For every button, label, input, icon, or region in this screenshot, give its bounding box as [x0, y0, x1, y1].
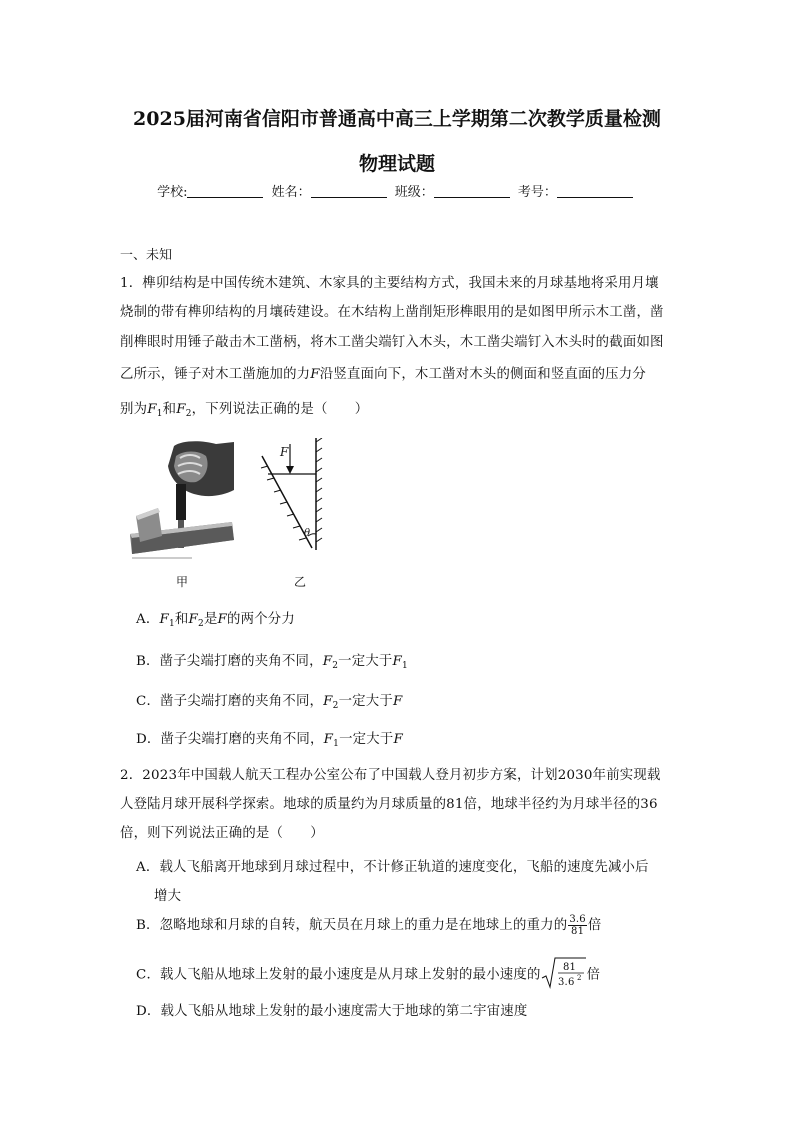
name-label: 姓名：: [271, 185, 311, 200]
sqrt-exponent: 2: [576, 974, 582, 982]
q2-option-d[interactable]: D．载人飞船从地球上发射的最小速度需大于地球的第二宇宙速度: [136, 1004, 528, 1019]
q2-line-1: 2．2023年中国载人航天工程办公室公布了中国载人登月初步方案，计划2030年前实现载: [120, 768, 661, 783]
school-blank[interactable]: [187, 184, 263, 198]
q2-line-3: 倍，则下列说法正确的是（ ）: [120, 826, 324, 841]
exam-number-label: 考号：: [517, 185, 557, 200]
class-label: 班级：: [394, 185, 434, 200]
fig-angle-label: θ: [304, 528, 311, 539]
q1-line-5: 别为$F_1$和$F_2$，下列说法正确的是（ ）: [120, 402, 369, 419]
q2-option-b[interactable]: B．忽略地球和月球的自转，航天员在月球上的重力是在地球上的重力的 $\frac{3.6}{81}$ 倍: [136, 914, 602, 937]
chisel-figure: [122, 438, 332, 590]
sqrt-numerator: 81: [562, 962, 576, 973]
name-blank[interactable]: [311, 184, 387, 198]
student-info-row: [0, 181, 794, 200]
school-label: 学校:: [157, 185, 188, 200]
fraction-3-6-over-81: $\frac{3.6}{81}$: [569, 914, 586, 937]
sqrt-expression: [541, 956, 587, 994]
sqrt-denominator: 3.6: [557, 977, 575, 988]
chisel-photo: [122, 438, 238, 562]
q1-line-3: 削榫眼时用锤子敲击木工凿柄，将木工凿尖端钉入木头，木工凿尖端钉入木头时的截面如图: [120, 335, 664, 350]
q2-line-2: 人登陆月球开展科学探索。地球的质量约为月球质量的81倍，地球半径约为月球半径的36: [120, 797, 658, 812]
section-heading: 一、未知: [120, 248, 173, 263]
q1-option-c[interactable]: C．凿子尖端打磨的夹角不同，$F_2$一定大于F: [136, 694, 403, 711]
chisel-cross-section: [261, 438, 322, 550]
q2-option-a[interactable]: A．载人飞船离开地球到月球过程中，不计修正轨道的速度变化，飞船的速度先减小后: [136, 860, 649, 875]
exam-number-blank[interactable]: [557, 184, 633, 198]
q1-line-2: 烧制的带有榫卯结构的月壤砖建设。在木结构上凿削矩形榫眼用的是如图甲所示木工凿，凿: [120, 305, 664, 320]
fig-label-yi: 乙: [294, 575, 307, 589]
q1-line-1: 1．榫卯结构是中国传统木建筑、木家具的主要结构方式，我国未来的月球基地将采用月壤: [120, 276, 659, 291]
class-blank[interactable]: [434, 184, 510, 198]
q1-figure: [122, 438, 332, 594]
q1-option-b[interactable]: B．凿子尖端打磨的夹角不同，$F_2$一定大于$F_1$: [136, 654, 408, 671]
fig-label-jia: 甲: [176, 575, 189, 589]
exam-title: 2025届河南省信阳市普通高中高三上学期第二次教学质量检测: [133, 108, 661, 130]
q1-option-a[interactable]: A．$F_1$和$F_2$是F的两个分力: [136, 612, 295, 629]
sqrt-sign-icon: [541, 956, 587, 990]
q1-line-4: 乙所示，锤子对木工凿施加的力F沿竖直面向下，木工凿对木头的侧面和竖直面的压力分: [120, 367, 646, 382]
q2-option-a-cont: 增大: [154, 889, 182, 904]
fig-force-label: F: [280, 445, 289, 459]
q2-option-c[interactable]: C．载人飞船从地球上发射的最小速度是从月球上发射的最小速度的 81 3.6 2 倍: [136, 956, 600, 994]
q1-option-d[interactable]: D．凿子尖端打磨的夹角不同，$F_1$一定大于F: [136, 732, 403, 749]
exam-subtitle: 物理试题: [358, 153, 435, 175]
